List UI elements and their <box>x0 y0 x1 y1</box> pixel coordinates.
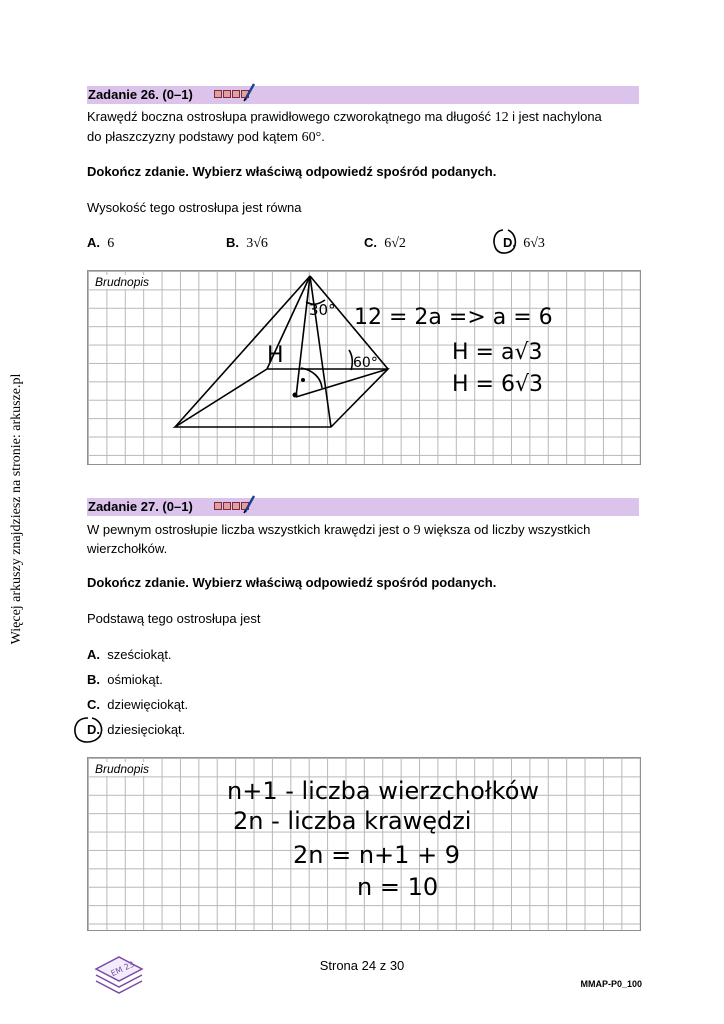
handwritten-line1: n+1 - liczba wierzchołków <box>227 777 539 805</box>
handwritten-line3: 2n = n+1 + 9 <box>293 841 461 869</box>
task27-option-d[interactable]: D. dziesięciokąt. <box>87 722 186 737</box>
task26-instruction: Dokończ zdanie. Wybierz właściwą odpowiedź spośród podanych. <box>87 164 497 179</box>
page-number: Strona 24 z 30 <box>319 958 405 973</box>
svg-text:EM 23: EM 23 <box>109 959 136 979</box>
handwritten-eq2: H = a√3 <box>452 340 543 365</box>
document-code: MMAP-P0_100 <box>580 979 642 989</box>
task27-option-b[interactable]: B. ośmiokąt. <box>87 672 163 687</box>
pencil-icon <box>243 82 257 102</box>
task26-title: Zadanie 26. (0–1) <box>88 87 193 102</box>
height-label: H <box>267 343 284 368</box>
task27-option-c[interactable]: C. dziewięciokąt. <box>87 697 189 712</box>
handwritten-line4: n = 10 <box>357 873 439 901</box>
task26-header <box>87 86 639 104</box>
handwritten-line2: 2n - liczba krawędzi <box>233 807 472 835</box>
task27-option-a[interactable]: A. sześciokąt. <box>87 647 172 662</box>
task27-title: Zadanie 27. (0–1) <box>88 499 193 514</box>
task26-option-a[interactable]: A. 6 <box>87 235 115 251</box>
task27-header <box>87 498 639 516</box>
task26-option-b[interactable]: B. 3√6 <box>226 235 268 251</box>
task26-pyramid-drawing <box>87 270 639 463</box>
handwritten-eq3: H = 6√3 <box>452 372 543 397</box>
pencil-icon <box>243 494 257 514</box>
angle-60-label: 60° <box>353 355 378 371</box>
task26-option-d[interactable]: D. 6√3 <box>503 235 545 251</box>
task27-scratch-label: Brudnopis <box>95 762 150 776</box>
angle-30-label: 30° <box>309 301 336 319</box>
task27-question: Podstawą tego ostrosłupa jest <box>87 611 261 626</box>
task26-scratch-label: Brudnopis <box>95 275 150 289</box>
handwritten-eq1: 12 = 2a => a = 6 <box>354 305 553 330</box>
task26-text-line2: do płaszczyzny podstawy pod kątem 60°. <box>87 129 325 145</box>
task26-question: Wysokość tego ostrosłupa jest równa <box>87 200 302 215</box>
task27-text-line2: wierzchołków. <box>87 541 168 556</box>
task27-text-line1: W pewnym ostrosłupie liczba wszystkich krawędzi jest o 9 większa od liczby wszystkich <box>87 522 591 538</box>
task27-handwriting <box>87 757 639 929</box>
side-watermark-text: Więcej arkuszy znajdziesz na stronie: arkusze.pl <box>9 373 24 645</box>
answer-circle-mark <box>490 227 520 257</box>
task26-option-c[interactable]: C. 6√2 <box>364 235 406 251</box>
answer-circle-mark <box>70 716 106 746</box>
task27-instruction: Dokończ zdanie. Wybierz właściwą odpowiedź spośród podanych. <box>87 575 497 590</box>
task26-text-line1: Krawędź boczna ostrosłupa prawidłowego czworokątnego ma długość 12 i jest nachylona <box>87 109 602 125</box>
